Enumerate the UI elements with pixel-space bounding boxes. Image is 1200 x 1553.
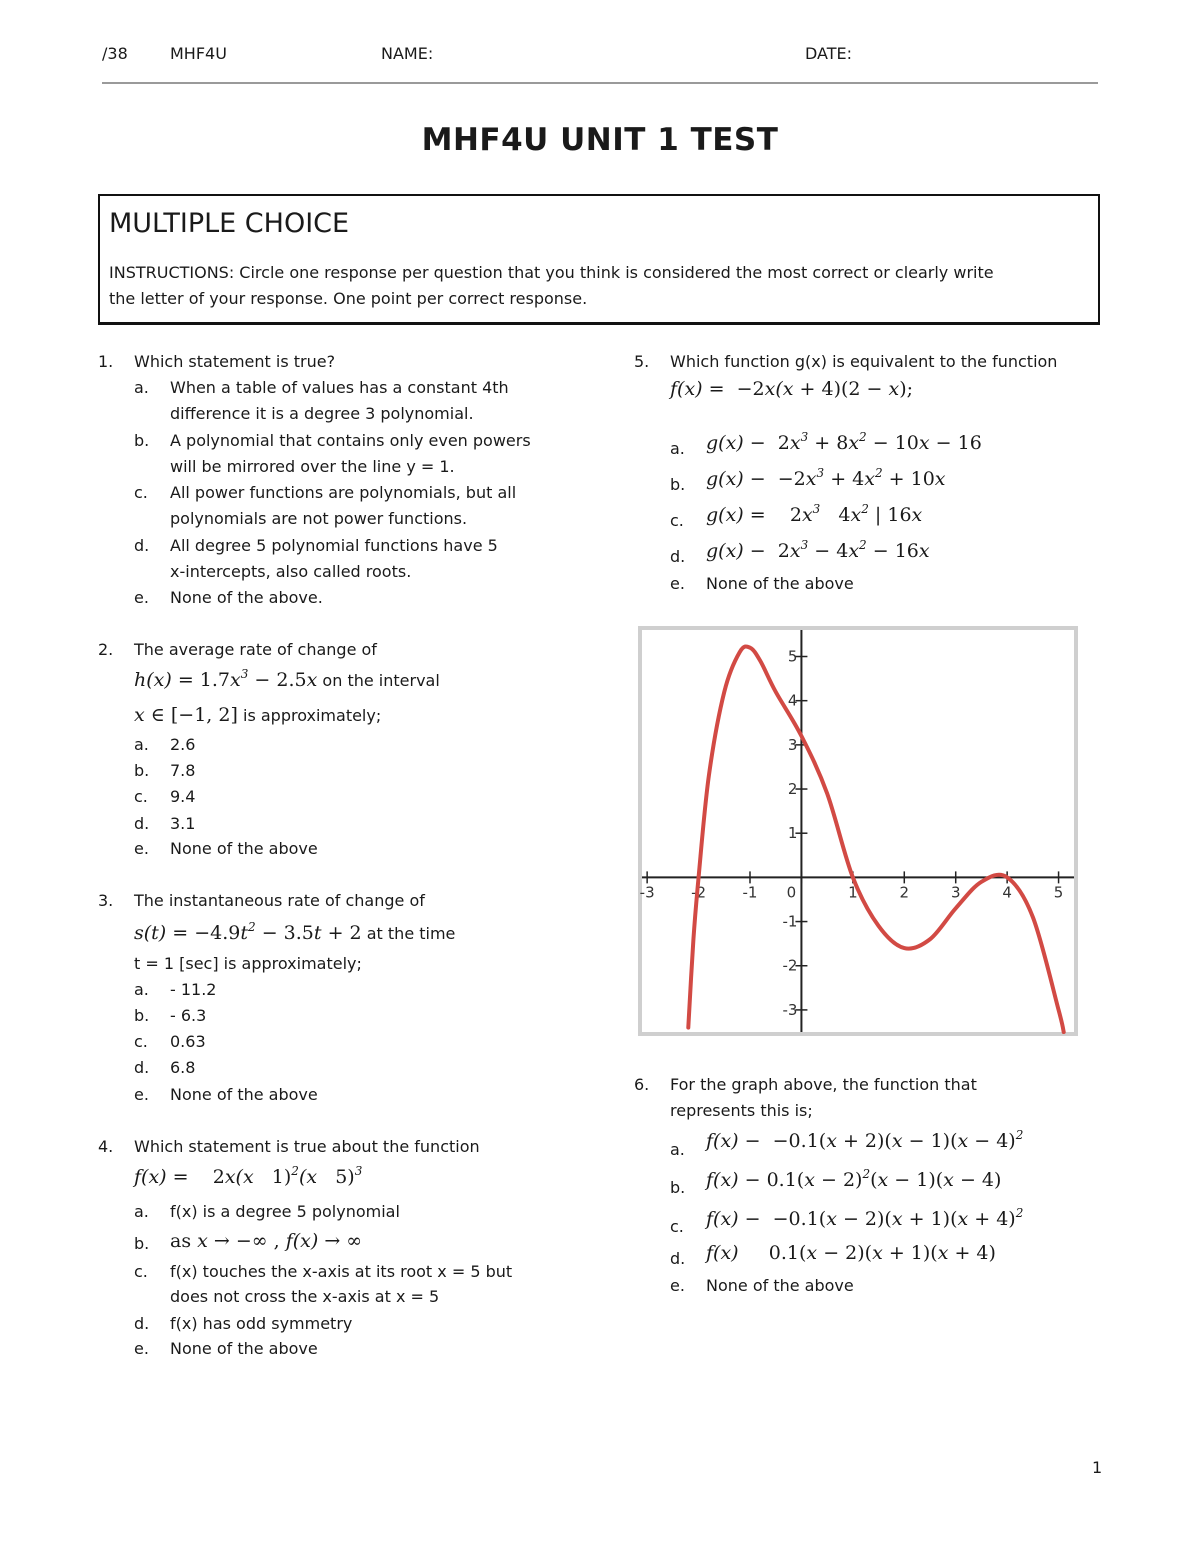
q6-option-b-letter[interactable]: b. xyxy=(670,1178,686,1197)
q5-option-c xyxy=(706,502,922,529)
q3-option-a: - 11.2 xyxy=(170,980,217,999)
instructions-box xyxy=(98,194,1100,325)
q4-option-c: f(x) touches the x-axis at its root x = 5 but xyxy=(170,1262,513,1281)
q5-option-d-formula: $g(x) - 2x^3 - 4x^2 - 16x$ xyxy=(706,538,930,562)
y-tick-label: -2 xyxy=(782,956,798,975)
q2-option-c-letter[interactable]: c. xyxy=(134,787,148,806)
q5-option-a-letter[interactable]: a. xyxy=(670,439,685,458)
function-curve xyxy=(688,646,1063,1032)
q1-option-c: All power functions are polynomials, but all xyxy=(170,483,517,502)
y-tick-label: 5 xyxy=(787,647,798,666)
q3-formula: $s(t) = -4.9t^2 - 3.5t + 2$ xyxy=(134,920,362,944)
q1-option-e: None of the above. xyxy=(170,588,323,607)
q3-option-d: 6.8 xyxy=(170,1058,196,1077)
q1-option-d-cont: x-intercepts, also called roots. xyxy=(170,562,412,581)
q3-option-e-letter[interactable]: e. xyxy=(134,1085,149,1104)
q5-option-a-formula: $g(x) - 2x^3 + 8x^2 - 10x - 16$ xyxy=(706,430,982,454)
q6-option-c xyxy=(706,1206,1023,1233)
q4-option-e: None of the above xyxy=(170,1339,318,1358)
q1-option-e-letter[interactable]: e. xyxy=(134,588,149,607)
q2-number: 2. xyxy=(98,640,114,659)
instructions-text xyxy=(109,260,1089,312)
x-tick-label: 3 xyxy=(950,883,961,902)
section-title: MULTIPLE CHOICE xyxy=(109,208,350,239)
q4-option-a: f(x) is a degree 5 polynomial xyxy=(170,1202,400,1221)
q1-option-a-cont: difference it is a degree 3 polynomial. xyxy=(170,404,474,423)
q2-option-a: 2.6 xyxy=(170,735,196,754)
q2-option-d: 3.1 xyxy=(170,814,196,833)
q5-number: 5. xyxy=(634,352,650,371)
y-tick-label: 1 xyxy=(787,824,798,843)
q6-option-d xyxy=(706,1240,996,1267)
q6-stem: For the graph above, the function that xyxy=(670,1075,977,1094)
q4-formula: f(x) = 2x(x 1)$^2$(x 5)$^3$ xyxy=(134,1164,363,1188)
q3-option-a-letter[interactable]: a. xyxy=(134,980,149,999)
q1-option-a: When a table of values has a constant 4th xyxy=(170,378,509,397)
q2-interval xyxy=(134,702,381,729)
q5-option-b-formula: $g(x) - -2x^3 + 4x^2 + 10x$ xyxy=(706,466,946,490)
x-tick-label: 5 xyxy=(1053,883,1064,902)
q4-option-c-letter[interactable]: c. xyxy=(134,1262,148,1281)
q5-option-b-letter[interactable]: b. xyxy=(670,475,686,494)
q4-stem: Which statement is true about the function xyxy=(134,1137,480,1156)
q2-approx-text: is approximately; xyxy=(243,706,382,725)
q2-function xyxy=(134,667,440,694)
score-field: /38 xyxy=(102,44,128,63)
y-tick-label: 4 xyxy=(787,691,798,710)
q3-option-b: - 6.3 xyxy=(170,1006,207,1025)
q6-option-c-letter[interactable]: c. xyxy=(670,1217,684,1236)
q5-option-d xyxy=(706,538,930,565)
name-label: NAME: xyxy=(381,44,434,63)
q1-option-d-letter[interactable]: d. xyxy=(134,536,150,555)
polynomial-graph xyxy=(638,626,1078,1036)
q1-option-c-letter[interactable]: c. xyxy=(134,483,148,502)
instructions-line1: INSTRUCTIONS: Circle one response per question that you think is considered the most correct or clearly write xyxy=(109,263,994,282)
q6-option-e: None of the above xyxy=(706,1276,854,1295)
q2-interval-text: on the interval xyxy=(322,671,440,690)
q6-option-b xyxy=(706,1167,1001,1194)
q6-option-a-letter[interactable]: a. xyxy=(670,1140,685,1159)
instructions-line2: the letter of your response. One point per correct response. xyxy=(109,289,588,308)
q6-option-c-formula: $f(x) - -0.1(x - 2)(x + 1)(x + 4)^2$ xyxy=(706,1206,1024,1230)
graph-svg xyxy=(639,630,1074,1032)
q5-function xyxy=(670,376,913,403)
q1-stem: Which statement is true? xyxy=(134,352,336,371)
x-tick-label: 2 xyxy=(899,883,910,902)
q3-option-c-letter[interactable]: c. xyxy=(134,1032,148,1051)
q5-option-d-letter[interactable]: d. xyxy=(670,547,686,566)
q2-formula: $h(x) = 1.7x^3 - 2.5x$ xyxy=(134,667,318,691)
date-label: DATE: xyxy=(805,44,853,63)
q1-option-d: All degree 5 polynomial functions have 5 xyxy=(170,536,498,555)
q5-stem: Which function g(x) is equivalent to the function xyxy=(670,352,1058,371)
q4-option-b xyxy=(170,1228,362,1255)
q3-number: 3. xyxy=(98,891,114,910)
q5-option-b xyxy=(706,466,946,493)
q5-option-c-letter[interactable]: c. xyxy=(670,511,684,530)
q3-time-text: at the time xyxy=(366,924,456,943)
q5-formula: f(x) = −2x(x + 4)(2 − x); xyxy=(670,378,914,400)
x-tick-label: -3 xyxy=(639,883,655,902)
q2-option-b-letter[interactable]: b. xyxy=(134,761,150,780)
header-divider xyxy=(102,82,1098,84)
q6-option-a-formula: $f(x) - -0.1(x + 2)(x - 1)(x - 4)^2$ xyxy=(706,1128,1024,1152)
q3-stem: The instantaneous rate of change of xyxy=(134,891,425,910)
q6-option-e-letter[interactable]: e. xyxy=(670,1276,685,1295)
q5-option-c-formula: g(x) = $2x^3$ $4x^2$ | 16x xyxy=(706,502,923,526)
course-code: MHF4U xyxy=(170,44,227,63)
q3-stem-cont: t = 1 [sec] is approximately; xyxy=(134,954,362,973)
q1-option-c-cont: polynomials are not power functions. xyxy=(170,509,468,528)
page-number: 1 xyxy=(1092,1458,1103,1477)
q3-option-e: None of the above xyxy=(170,1085,318,1104)
q4-option-d-letter[interactable]: d. xyxy=(134,1314,150,1333)
q2-option-b: 7.8 xyxy=(170,761,196,780)
q1-option-b-letter[interactable]: b. xyxy=(134,431,150,450)
q2-option-e-letter[interactable]: e. xyxy=(134,839,149,858)
q4-number: 4. xyxy=(98,1137,114,1156)
q4-option-d: f(x) has odd symmetry xyxy=(170,1314,353,1333)
x-tick-label: -1 xyxy=(742,883,758,902)
x-tick-label: 0 xyxy=(786,883,797,902)
q1-option-a-letter[interactable]: a. xyxy=(134,378,149,397)
q4-function xyxy=(134,1164,362,1191)
q2-option-e: None of the above xyxy=(170,839,318,858)
q6-option-d-formula: f(x) 0.1(x − 2)(x + 1)(x + 4) xyxy=(706,1242,996,1264)
q1-number: 1. xyxy=(98,352,114,371)
x-tick-label: -2 xyxy=(691,883,707,902)
q6-option-d-letter[interactable]: d. xyxy=(670,1249,686,1268)
q2-option-c: 9.4 xyxy=(170,787,196,806)
page-title: MHF4U UNIT 1 TEST xyxy=(421,122,779,158)
q1-option-b: A polynomial that contains only even powers xyxy=(170,431,531,450)
y-tick-label: -3 xyxy=(782,1000,798,1019)
q2-interval-formula: x ∈ [−1, 2] xyxy=(134,704,238,726)
q1-option-b-cont: will be mirrored over the line y = 1. xyxy=(170,457,455,476)
q3-option-c: 0.63 xyxy=(170,1032,206,1051)
q3-function xyxy=(134,920,455,947)
q4-option-c-cont: does not cross the x-axis at x = 5 xyxy=(170,1287,440,1306)
x-tick-label: 1 xyxy=(848,883,858,902)
q6-number: 6. xyxy=(634,1075,650,1094)
q2-stem: The average rate of change of xyxy=(134,640,377,659)
q5-option-e: None of the above xyxy=(706,574,854,593)
q2-option-d-letter[interactable]: d. xyxy=(134,814,150,833)
y-tick-label: 3 xyxy=(787,735,798,754)
q4-option-b-letter[interactable]: b. xyxy=(134,1234,150,1253)
q3-option-b-letter[interactable]: b. xyxy=(134,1006,150,1025)
q6-option-b-formula: $f(x) - 0.1(x - 2)^2(x - 1)(x - 4)$ xyxy=(706,1167,1002,1191)
q6-option-a xyxy=(706,1128,1023,1155)
y-tick-label: -1 xyxy=(782,912,798,931)
y-tick-label: 2 xyxy=(787,780,798,799)
q4-option-b-formula: as x → −∞ , f(x) → ∞ xyxy=(170,1230,363,1252)
x-tick-label: 4 xyxy=(1002,883,1012,902)
q4-option-a-letter[interactable]: a. xyxy=(134,1202,149,1221)
q5-option-e-letter[interactable]: e. xyxy=(670,574,685,593)
q3-option-d-letter[interactable]: d. xyxy=(134,1058,150,1077)
q2-option-a-letter[interactable]: a. xyxy=(134,735,149,754)
q5-option-a xyxy=(706,430,982,457)
q4-option-e-letter[interactable]: e. xyxy=(134,1339,149,1358)
q6-stem-cont: represents this is; xyxy=(670,1101,813,1120)
